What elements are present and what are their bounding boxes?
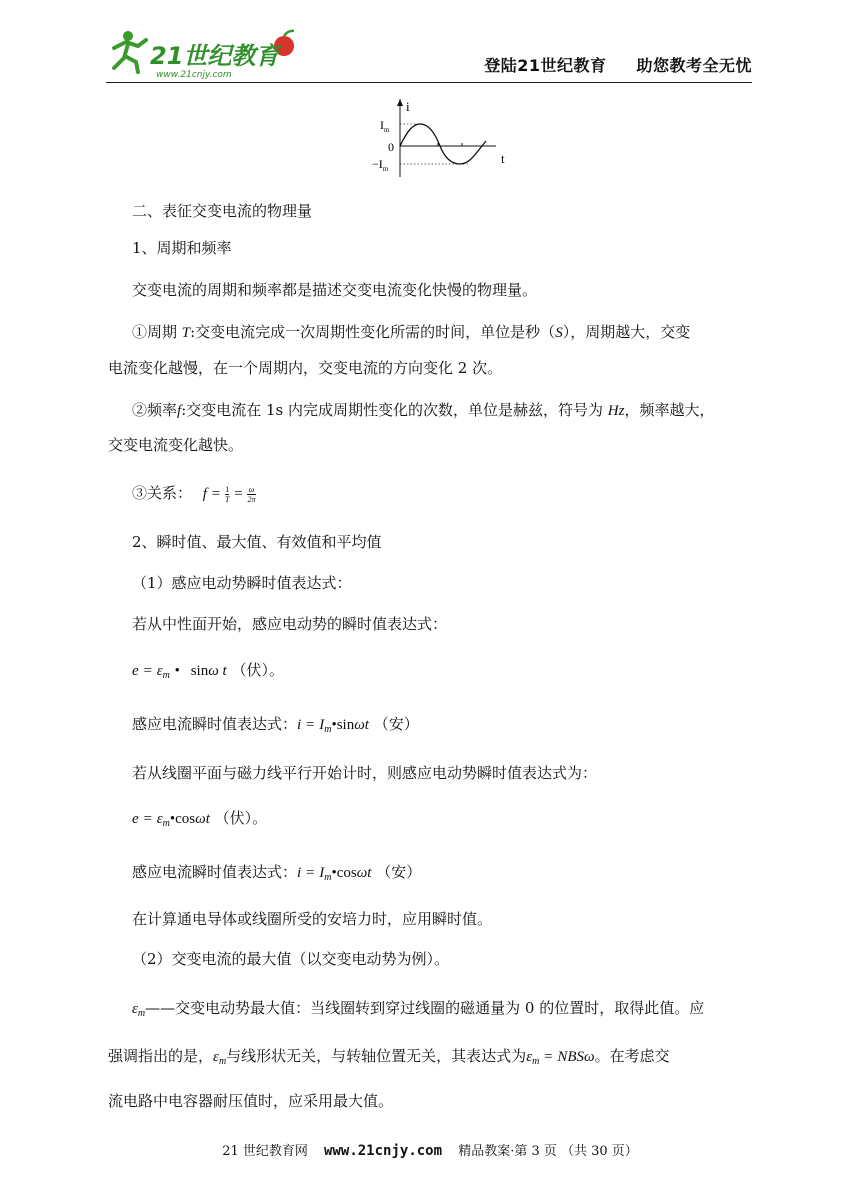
sine-curve (400, 124, 486, 164)
relation-formula: ③关系： f = 1 T = ω 2π (132, 484, 256, 504)
slogan-left: 登陆21世纪教育 (484, 56, 607, 75)
emf-formula-cos: $e = \varepsilon_m•\cos\omega t$ （伏）。 (132, 809, 268, 829)
x-axis-label: t (501, 151, 505, 166)
paragraph-period: ①周期 T:交变电流完成一次周期性变化所需的时间，单位是秒（S），周期越大，交变 (132, 323, 691, 341)
im-label: $I_m$ (380, 118, 390, 134)
paragraph-parallel-plane: 若从线圈平面与磁力线平行开始计时，则感应电动势瞬时值表达式为： (132, 764, 598, 782)
subheading-max-value: （2）交变电流的最大值（以交变电动势为例）。 (132, 950, 450, 968)
paragraph-period-line2: 电流变化越慢，在一个周期内，交变电流的方向变化 2 次。 (108, 359, 503, 377)
subheading-values: 2、瞬时值、最大值、有效值和平均值 (132, 533, 382, 551)
footer-site: 21 世纪教育网 (222, 1144, 308, 1159)
logo-url: www.21cnjy.com (156, 70, 232, 80)
paragraph-ampere-force: 在计算通电导体或线圈所受的安培力时，应用瞬时值。 (132, 910, 493, 928)
y-axis-label: i (406, 99, 410, 114)
section-heading-2: 二、表征交变电流的物理量 (132, 202, 313, 220)
emf-formula-sin: $e = \varepsilon_m$ • sinω t （伏）。 (132, 661, 285, 681)
subheading-period-frequency: 1、周期和频率 (132, 239, 232, 257)
page-header (106, 22, 752, 83)
slogan-right: 助您教考全无忧 (636, 56, 752, 75)
logo-text: 21世纪教育 (150, 42, 280, 70)
paragraph-max-line2: 强调指出的是，$\varepsilon_m$与线形状无关，与转轴位置无关，其表达式为$\varepsilon_m = NBS\omega$。在考虑交 (108, 1047, 670, 1067)
sine-current-graph (358, 95, 518, 180)
site-logo (106, 22, 306, 80)
subheading-instantaneous: （1）感应电动势瞬时值表达式： (132, 574, 352, 592)
paragraph-intro: 交变电流的周期和频率都是描述交变电流变化快慢的物理量。 (132, 281, 538, 299)
paragraph-max-line3: 流电路中电容器耐压值时，应采用最大值。 (108, 1092, 394, 1110)
header-slogan (484, 53, 752, 76)
current-formula-sin: 感应电流瞬时值表达式：$i = I_m•\sin\omega t$ （安） (132, 715, 419, 735)
paragraph-frequency-line2: 交变电流变化越快。 (108, 436, 244, 454)
running-figure-icon (114, 31, 146, 72)
footer-url[interactable]: www.21cnjy.com (324, 1143, 443, 1159)
footer-page-info: 精品教案·第 3 页 （共 30 页） (458, 1144, 638, 1159)
y-axis-arrow-icon (397, 99, 403, 106)
current-formula-cos: 感应电流瞬时值表达式：$i = I_m•\cos\omega t$ （安） (132, 863, 422, 883)
neg-im-label: $-I_m$ (372, 157, 389, 173)
page-footer (0, 1140, 860, 1159)
paragraph-frequency: ②频率f:交变电流在 1s 内完成周期性变化的次数，单位是赫兹，符号为 Hz，频率越大， (132, 401, 715, 419)
paragraph-neutral-plane: 若从中性面开始，感应电动势的瞬时值表达式： (132, 615, 448, 633)
zero-label: 0 (388, 140, 394, 154)
paragraph-max-line1: $\varepsilon_m——$交变电动势最大值：当线圈转到穿过线圈的磁通量为 0 的位置时，取得此值。应 (132, 999, 705, 1019)
